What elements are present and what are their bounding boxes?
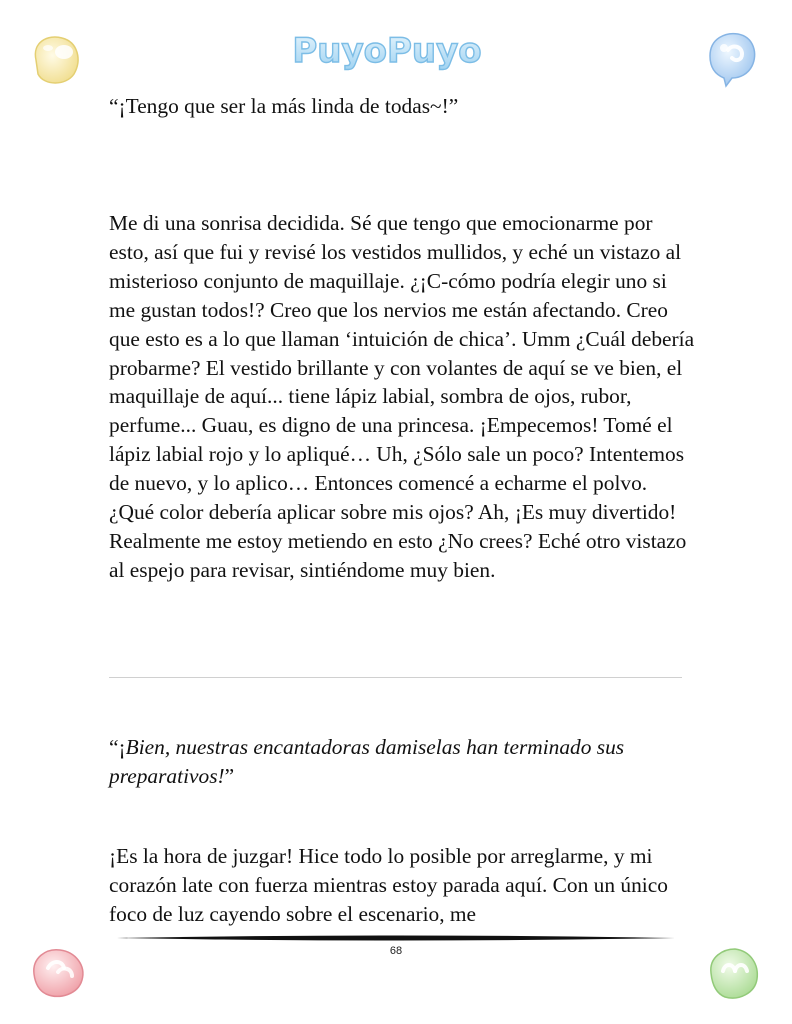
red-puyo-icon [28, 942, 88, 1002]
logo-graphic [292, 24, 482, 78]
announcer-line [109, 733, 695, 791]
footer-divider [117, 934, 675, 942]
dialogue-line: “¡Tengo que ser la más linda de todas~!” [109, 94, 459, 118]
narration-paragraph-2: ¡Es la hora de juzgar! Hice todo lo posible por arreglarme, y mi corazón late con fuerza mientras estoy parada aquí. Con un único foco de luz cayendo sobre el escenario, me [109, 844, 668, 926]
page-number: 68 [389, 945, 403, 957]
narration-paragraph: Me di una sonrisa decidida. Sé que tengo que emocionarme por esto, así que fui y revisé los vestidos mullidos, y eché un vistazo al misterioso conjunto de maquillaje. ¿¡C-cómo podría elegir uno si me gustan todos!? Creo que los nervios me están afectando. Creo que esto es a lo que llaman ‘intuición de chica’. Umm ¿Cuál debería probarme? El vestido brillante y con volantes de aquí se ve bien, el maquillaje de aquí... tiene lápiz labial, sombra de ojos, rubor, perfume... Guau, es digno de una princesa. ¡Empecemos! Tomé el lápiz labial rojo y lo apliqué… Uh, ¿Sólo sale un poco? Intentemos de nuevo, y lo aplico… Entonces comencé a echarme el polvo. ¿Qué color debería aplicar sobre mis ojos? Ah, ¡Es muy divertido! Realmente me estoy metiendo en esto ¿No crees? Eché otro vistazo al espejo para revisar, sintiéndome muy bien. [109, 211, 695, 582]
puyopuyo-logo [292, 24, 482, 78]
blue-puyo-icon [702, 28, 762, 88]
quote-close: ” [224, 763, 235, 788]
logo-text: PuyoPuyo [292, 31, 482, 71]
quote-open: “¡ [109, 735, 126, 759]
green-puyo-icon [703, 943, 763, 1003]
yellow-puyo-icon [26, 30, 86, 90]
section-divider [109, 677, 682, 678]
announcer-italic-text: Bien, nuestras encantadoras damiselas han terminado sus preparativos! [109, 735, 625, 788]
